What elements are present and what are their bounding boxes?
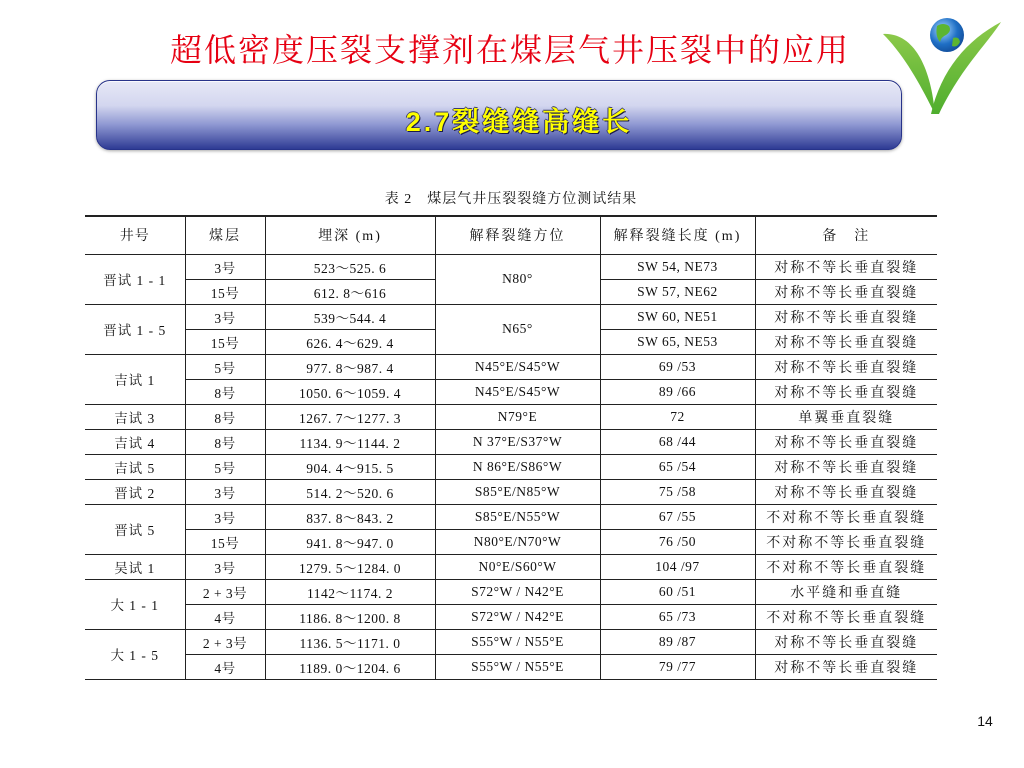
- table-row: [85, 629, 937, 654]
- cell-azimuth: S85°E/N55°W: [435, 504, 600, 529]
- cell-length: 68 /44: [600, 429, 755, 454]
- cell-remark: 对称不等长垂直裂缝: [755, 479, 937, 504]
- cell-length: 60 /51: [600, 579, 755, 604]
- cell-depth: 837. 8～843. 2: [265, 504, 435, 529]
- globe-icon: [930, 18, 964, 52]
- cell-coal-seam: 4号: [185, 604, 265, 629]
- cell-well-no: 吉试 4: [85, 429, 185, 454]
- cell-coal-seam: 2 + 3号: [185, 629, 265, 654]
- table-header: [85, 216, 937, 254]
- table-header-row: [85, 216, 937, 254]
- cell-well-no: 晋试 2: [85, 479, 185, 504]
- cell-coal-seam: 3号: [185, 504, 265, 529]
- cell-remark: 对称不等长垂直裂缝: [755, 629, 937, 654]
- table-row: [85, 604, 937, 629]
- cell-depth: 626. 4～629. 4: [265, 329, 435, 354]
- cell-remark: 对称不等长垂直裂缝: [755, 304, 937, 329]
- cell-depth: 1134. 9～1144. 2: [265, 429, 435, 454]
- cell-azimuth: N 86°E/S86°W: [435, 454, 600, 479]
- cell-length: 89 /66: [600, 379, 755, 404]
- cell-azimuth: S72°W / N42°E: [435, 579, 600, 604]
- cell-remark: 单翼垂直裂缝: [755, 404, 937, 429]
- cell-depth: 904. 4～915. 5: [265, 454, 435, 479]
- table-row: [85, 379, 937, 404]
- section-heading: 2.7裂缝缝高缝长: [405, 106, 633, 137]
- cell-depth: 514. 2～520. 6: [265, 479, 435, 504]
- table-row: [85, 304, 937, 329]
- cell-length: SW 54, NE73: [600, 254, 755, 279]
- cell-well-no: 吴试 1: [85, 554, 185, 579]
- header-well-no: 井号: [85, 216, 185, 254]
- cell-azimuth: N45°E/S45°W: [435, 354, 600, 379]
- section-banner: [96, 80, 902, 150]
- cell-length: 72: [600, 404, 755, 429]
- cell-length: SW 57, NE62: [600, 279, 755, 304]
- table-row: [85, 454, 937, 479]
- cell-depth: 1186. 8～1200. 8: [265, 604, 435, 629]
- cell-length: 65 /73: [600, 604, 755, 629]
- table-row: [85, 529, 937, 554]
- table-row: [85, 254, 937, 279]
- header-fracture-azimuth: 解释裂缝方位: [435, 216, 600, 254]
- cell-well-no: 吉试 3: [85, 404, 185, 429]
- cell-well-no: 大 1 - 5: [85, 629, 185, 679]
- cell-coal-seam: 15号: [185, 529, 265, 554]
- table-caption: 表 2 煤层气井压裂裂缝方位测试结果: [384, 192, 638, 207]
- cell-length: 75 /58: [600, 479, 755, 504]
- header-coal-seam: 煤层: [185, 216, 265, 254]
- cell-remark: 不对称不等长垂直裂缝: [755, 554, 937, 579]
- cell-azimuth: S72°W / N42°E: [435, 604, 600, 629]
- table-row: [85, 479, 937, 504]
- cell-coal-seam: 15号: [185, 329, 265, 354]
- cell-coal-seam: 5号: [185, 354, 265, 379]
- cell-azimuth: S55°W / N55°E: [435, 629, 600, 654]
- cell-remark: 对称不等长垂直裂缝: [755, 329, 937, 354]
- cell-well-no: 吉试 1: [85, 354, 185, 404]
- cell-azimuth: N80°: [435, 254, 600, 304]
- cell-well-no: 吉试 5: [85, 454, 185, 479]
- cell-depth: 1142～1174. 2: [265, 579, 435, 604]
- cell-coal-seam: 2 + 3号: [185, 579, 265, 604]
- table-row: [85, 504, 937, 529]
- cell-depth: 539～544. 4: [265, 304, 435, 329]
- table-row: [85, 654, 937, 679]
- cell-coal-seam: 3号: [185, 304, 265, 329]
- header-fracture-length: 解释裂缝长度 (m): [600, 216, 755, 254]
- cell-length: 104 /97: [600, 554, 755, 579]
- cell-depth: 1279. 5～1284. 0: [265, 554, 435, 579]
- cell-well-no: 晋试 1 - 1: [85, 254, 185, 304]
- cell-length: 69 /53: [600, 354, 755, 379]
- cell-azimuth: N80°E/N70°W: [435, 529, 600, 554]
- cell-remark: 不对称不等长垂直裂缝: [755, 504, 937, 529]
- cell-azimuth: N 37°E/S37°W: [435, 429, 600, 454]
- cell-remark: 对称不等长垂直裂缝: [755, 379, 937, 404]
- cell-coal-seam: 4号: [185, 654, 265, 679]
- table-row: [85, 554, 937, 579]
- cell-azimuth: N65°: [435, 304, 600, 354]
- cell-azimuth: N0°E/S60°W: [435, 554, 600, 579]
- cell-coal-seam: 8号: [185, 379, 265, 404]
- table-row: [85, 429, 937, 454]
- cell-coal-seam: 8号: [185, 404, 265, 429]
- cell-remark: 对称不等长垂直裂缝: [755, 454, 937, 479]
- cell-well-no: 晋试 5: [85, 504, 185, 554]
- cell-length: 79 /77: [600, 654, 755, 679]
- cell-coal-seam: 15号: [185, 279, 265, 304]
- cell-length: 67 /55: [600, 504, 755, 529]
- cell-azimuth: N45°E/S45°W: [435, 379, 600, 404]
- cell-remark: 对称不等长垂直裂缝: [755, 429, 937, 454]
- cell-remark: 对称不等长垂直裂缝: [755, 254, 937, 279]
- table-row: [85, 579, 937, 604]
- cell-depth: 977. 8～987. 4: [265, 354, 435, 379]
- cell-length: 76 /50: [600, 529, 755, 554]
- cell-depth: 612. 8～616: [265, 279, 435, 304]
- page-number: 14: [977, 713, 993, 729]
- table-row: [85, 354, 937, 379]
- header-depth: 埋深 (m): [265, 216, 435, 254]
- cell-azimuth: S85°E/N85°W: [435, 479, 600, 504]
- slide-title: 超低密度压裂支撑剂在煤层气井压裂中的应用: [169, 32, 850, 68]
- cell-depth: 1050. 6～1059. 4: [265, 379, 435, 404]
- fracture-azimuth-table: [85, 215, 937, 680]
- cell-remark: 对称不等长垂直裂缝: [755, 354, 937, 379]
- cell-depth: 523～525. 6: [265, 254, 435, 279]
- cell-coal-seam: 3号: [185, 479, 265, 504]
- cell-remark: 不对称不等长垂直裂缝: [755, 529, 937, 554]
- cell-depth: 1189. 0～1204. 6: [265, 654, 435, 679]
- cell-length: 65 /54: [600, 454, 755, 479]
- cell-azimuth: S55°W / N55°E: [435, 654, 600, 679]
- cell-remark: 对称不等长垂直裂缝: [755, 654, 937, 679]
- cell-well-no: 晋试 1 - 5: [85, 304, 185, 354]
- cell-length: 89 /87: [600, 629, 755, 654]
- header-remark: 备 注: [755, 216, 937, 254]
- cell-depth: 941. 8～947. 0: [265, 529, 435, 554]
- cell-well-no: 大 1 - 1: [85, 579, 185, 629]
- cell-coal-seam: 3号: [185, 254, 265, 279]
- table-body: [85, 254, 937, 679]
- cell-remark: 对称不等长垂直裂缝: [755, 279, 937, 304]
- cell-length: SW 60, NE51: [600, 304, 755, 329]
- cell-depth: 1136. 5～1171. 0: [265, 629, 435, 654]
- cell-depth: 1267. 7～1277. 3: [265, 404, 435, 429]
- table-row: [85, 404, 937, 429]
- cell-coal-seam: 3号: [185, 554, 265, 579]
- cell-coal-seam: 8号: [185, 429, 265, 454]
- cell-coal-seam: 5号: [185, 454, 265, 479]
- cell-remark: 水平缝和垂直缝: [755, 579, 937, 604]
- cell-length: SW 65, NE53: [600, 329, 755, 354]
- cell-remark: 不对称不等长垂直裂缝: [755, 604, 937, 629]
- cell-azimuth: N79°E: [435, 404, 600, 429]
